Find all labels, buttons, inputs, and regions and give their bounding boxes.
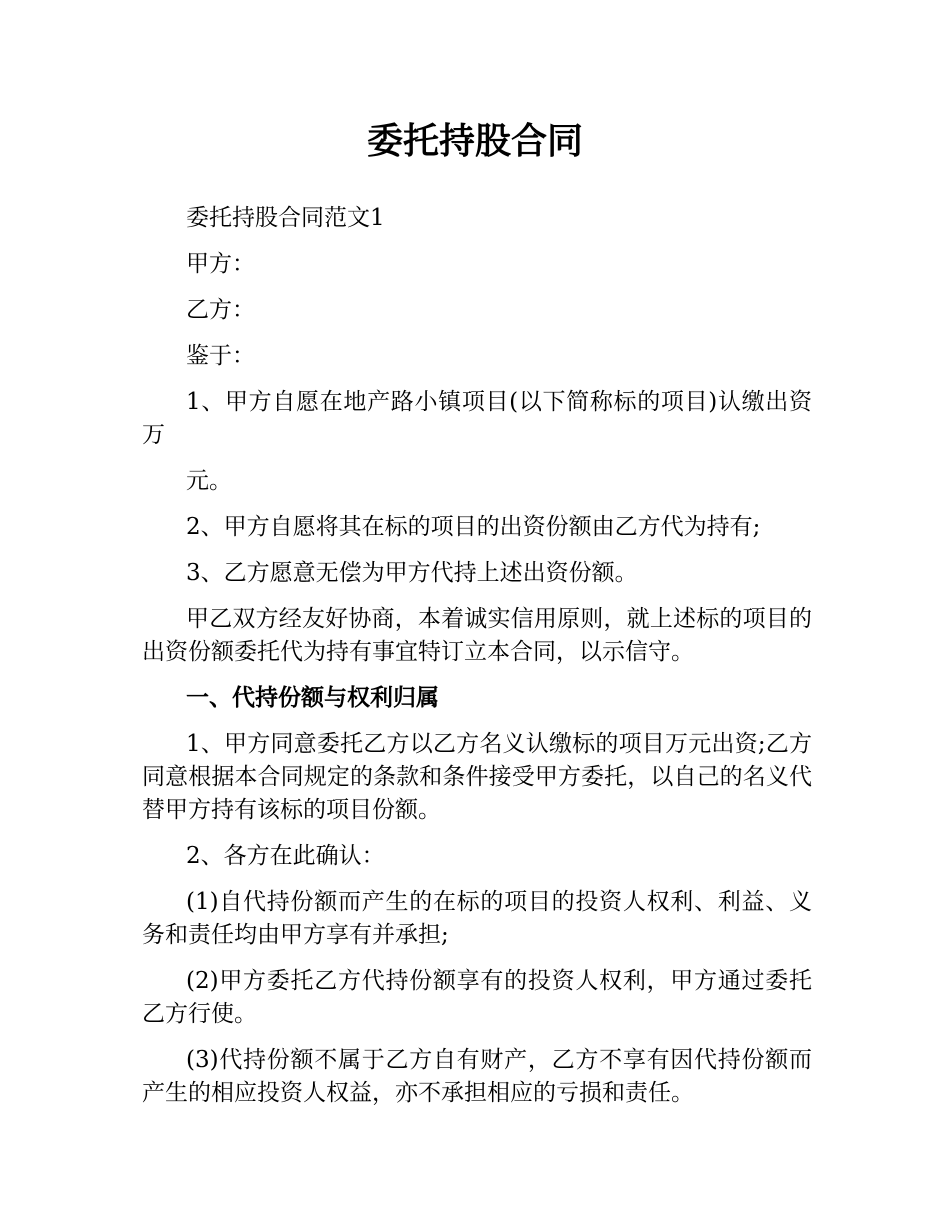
section-paragraph-2-1: (1)自代持份额而产生的在标的项目的投资人权利、利益、义务和责任均由甲方享有并承担; — [142, 889, 812, 948]
section-paragraph-2-3: (3)代持份额不属于乙方自有财产，乙方不享有因代持份额而产生的相应投资人权益，亦不承担相应的亏损和责任。 — [142, 1047, 812, 1106]
paragraph-whereas-1: 1、甲方自愿在地产路小镇项目(以下简称标的项目)认缴出资万 — [142, 389, 812, 448]
paragraph-whereas-2: 2、甲方自愿将其在标的项目的出资份额由乙方代为持有; — [186, 514, 761, 540]
section-heading: 一、代持份额与权利归属 — [186, 685, 439, 711]
paragraph-template-name: 委托持股合同范文1 — [186, 205, 385, 231]
paragraph-whereas-1-cont: 元。 — [186, 468, 232, 494]
section-paragraph-2: 2、各方在此确认： — [186, 843, 385, 869]
paragraph-whereas: 鉴于： — [186, 343, 255, 369]
section-paragraph-2-2: (2)甲方委托乙方代持份额享有的投资人权利，甲方通过委托乙方行使。 — [142, 968, 812, 1027]
paragraph-preamble: 甲乙双方经友好协商，本着诚实信用原则，就上述标的项目的出资份额委托代为持有事宜特订立本合同，以示信守。 — [142, 606, 812, 665]
paragraph-party-a: 甲方： — [186, 251, 255, 277]
document-body — [142, 202, 812, 1123]
paragraph-party-b: 乙方： — [186, 297, 255, 323]
paragraph-whereas-3: 3、乙方愿意无偿为甲方代持上述出资份额。 — [186, 560, 638, 586]
document-title: 委托持股合同 — [366, 121, 583, 162]
section-paragraph-1: 1、甲方同意委托乙方以乙方名义认缴标的项目万元出资;乙方同意根据本合同规定的条款和条件接受甲方委托，以自己的名义代替甲方持有该标的项目份额。 — [142, 731, 812, 823]
